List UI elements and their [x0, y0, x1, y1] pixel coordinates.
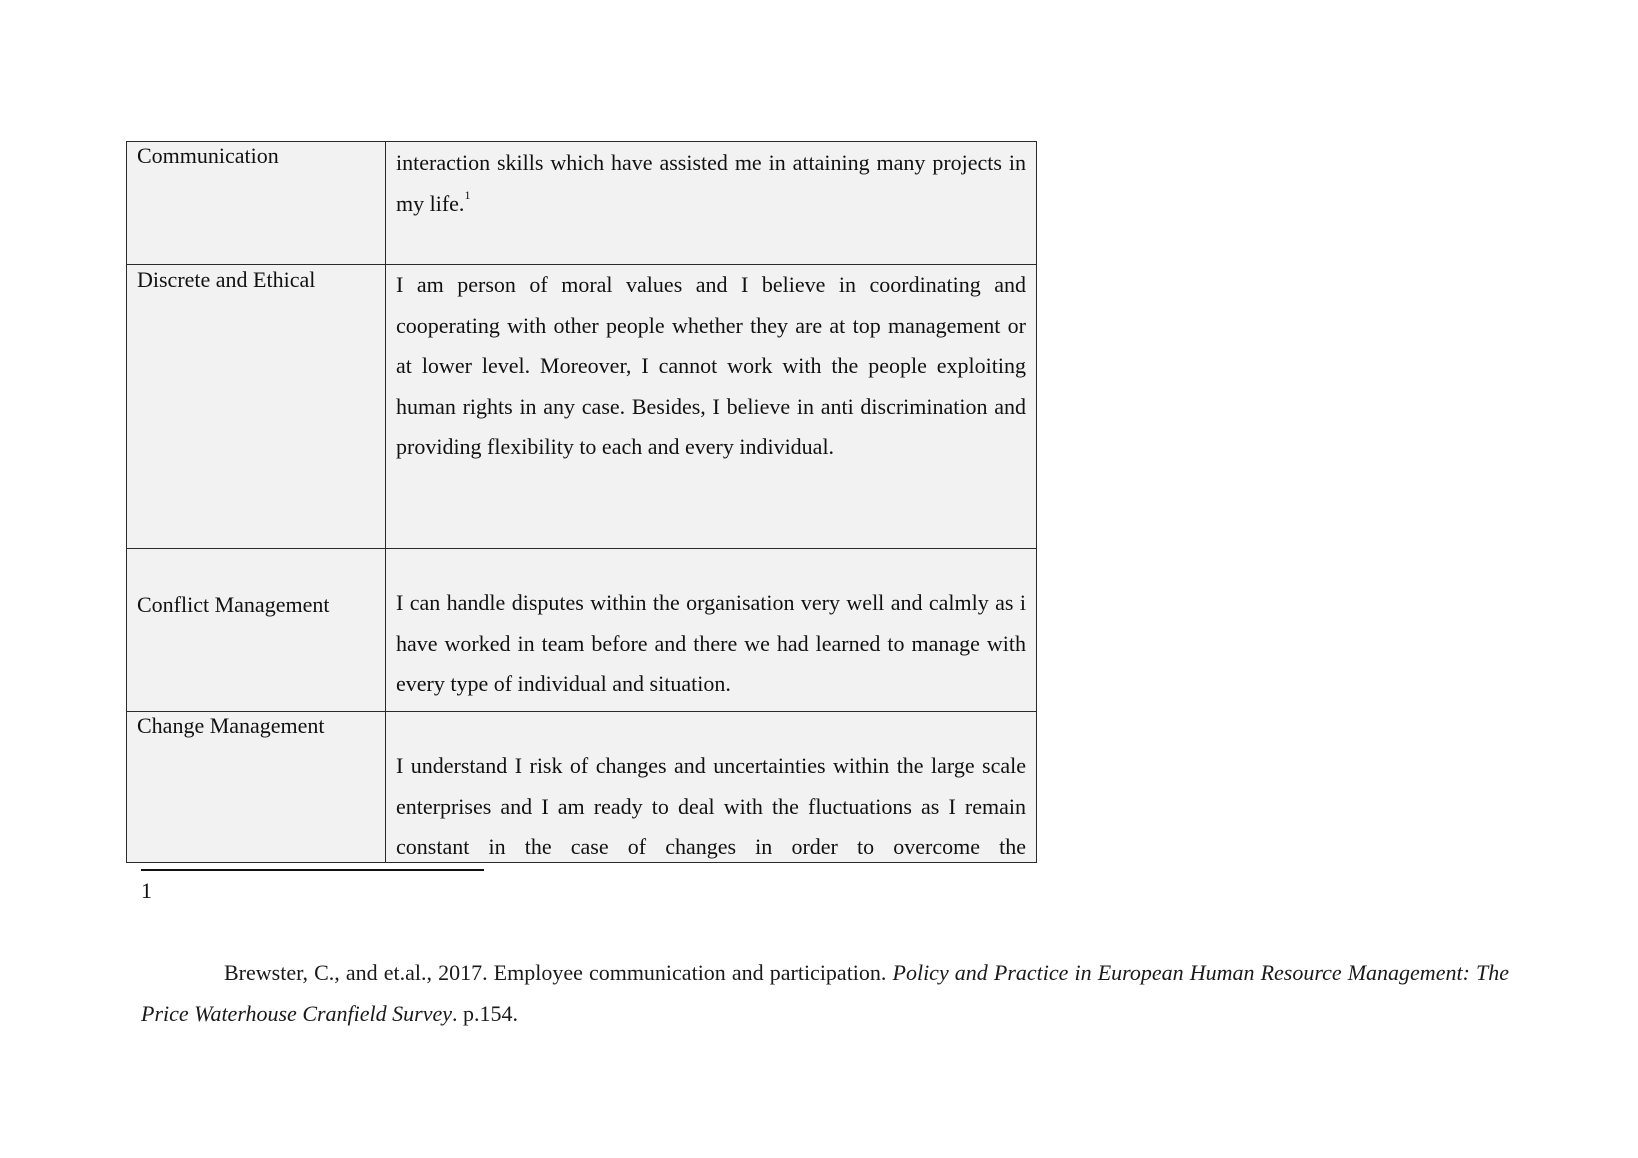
skill-label: Change Management — [137, 713, 325, 738]
description-text: I can handle disputes within the organisation very well and calmly as i have worked in team before and there we had learned to manage with every type of individual and situation. — [396, 590, 1026, 696]
description-cell — [386, 142, 1037, 265]
citation-suffix: . p.154. — [452, 1000, 519, 1026]
skill-label: Conflict Management — [137, 592, 330, 617]
description-cell — [386, 712, 1037, 863]
skill-label: Discrete and Ethical — [137, 267, 316, 292]
description-text: I understand I risk of changes and uncertainties within the large scale enterprises and I am ready to deal with the fluctuations as I remain constant in the case of changes in order to overcome the — [396, 753, 1026, 859]
skills-table — [126, 141, 1037, 863]
citation-prefix: Brewster, C., and et.al., 2017. Employee communication and participation. — [224, 960, 887, 985]
skill-cell — [127, 265, 386, 549]
skill-cell — [127, 142, 386, 265]
table-row — [127, 549, 1037, 712]
footnote-reference[interactable]: 1 — [464, 188, 471, 202]
description-text: interaction skills which have assisted me in attaining many projects in my life.$^1$ — [396, 150, 1026, 216]
table-row — [127, 142, 1037, 265]
citation-title: Policy and Practice in European Human Resource Management: The Price Waterhouse Cranfield Survey — [141, 960, 1509, 1026]
table-row — [127, 265, 1037, 549]
table-row — [127, 712, 1037, 863]
description-cell — [386, 549, 1037, 712]
skill-cell — [127, 712, 386, 863]
footnote-separator — [141, 869, 484, 871]
skill-cell — [127, 549, 386, 712]
description-text: I am person of moral values and I believe in coordinating and cooperating with other people whether they are at top management or at lower level. Moreover, I cannot work with the people exploiting human rights in any case. Besides, I believe in anti discrimination and providing flexibility to each and every individual. — [396, 272, 1026, 459]
footnote-citation — [141, 953, 1509, 1034]
footnote-number: 1 — [141, 878, 152, 903]
description-cell — [386, 265, 1037, 549]
skill-label: Communication — [137, 143, 279, 168]
